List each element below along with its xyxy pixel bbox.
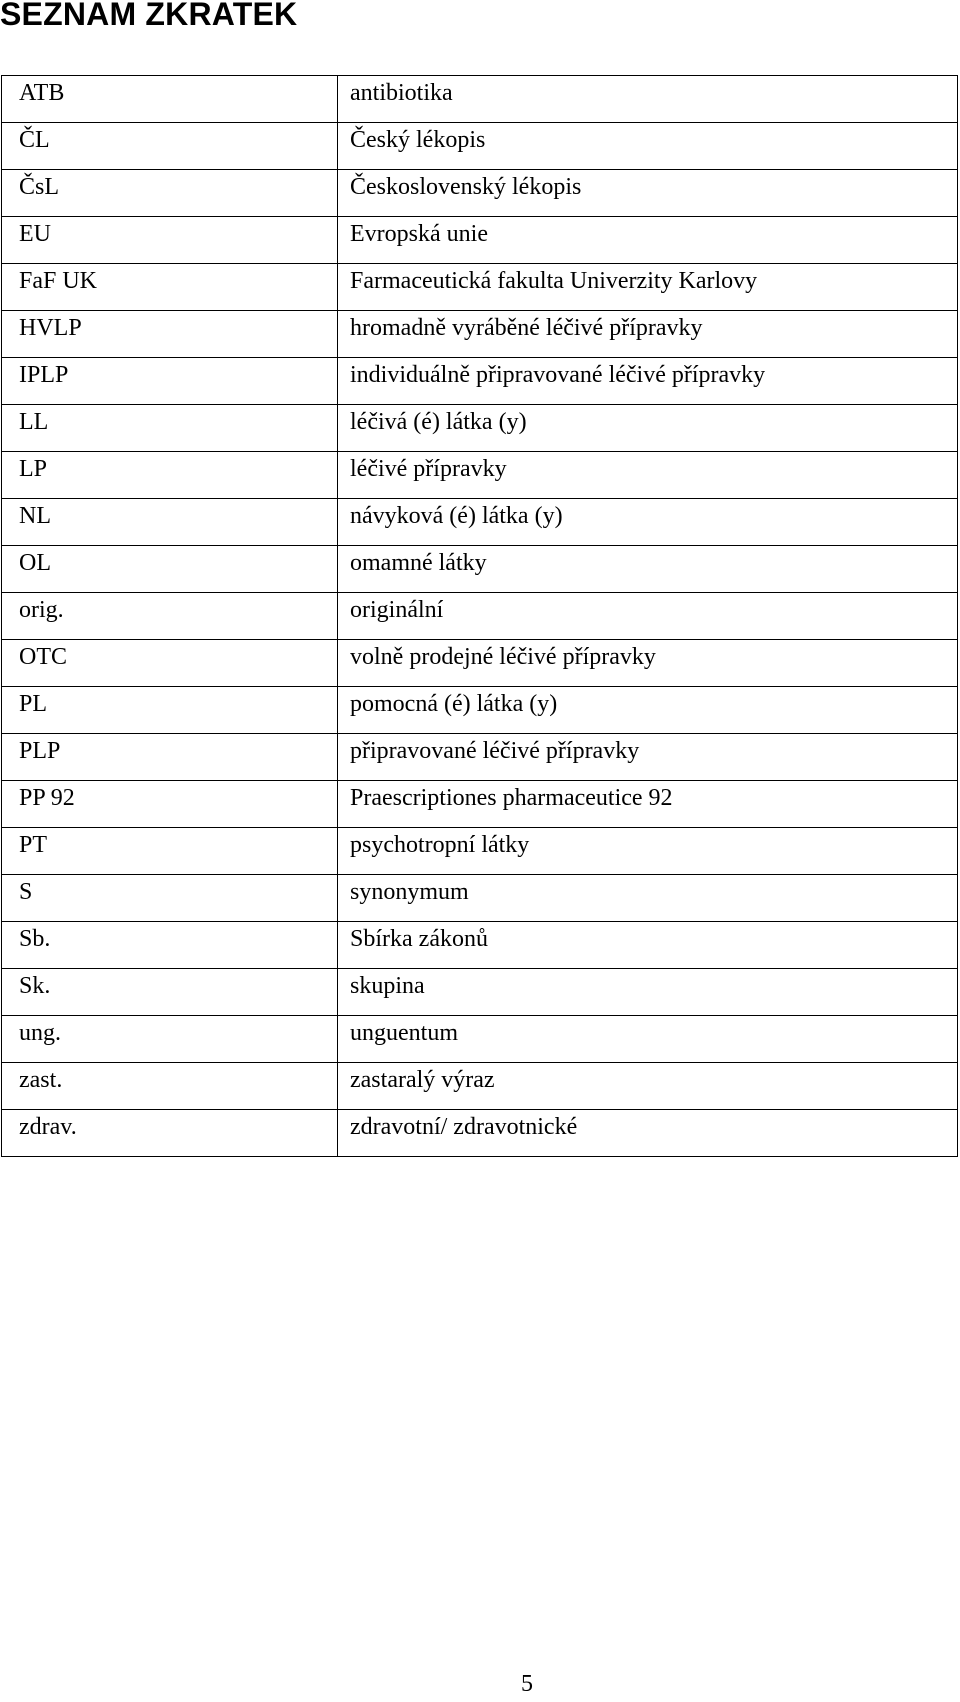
abbreviations-table xyxy=(1,75,958,1157)
abbreviation-cell: EU xyxy=(2,217,338,264)
table-row xyxy=(2,217,958,264)
table-row xyxy=(2,640,958,687)
page-title: SEZNAM ZKRATEK xyxy=(0,0,298,32)
meaning-cell: skupina xyxy=(338,969,958,1016)
abbreviation-cell: S xyxy=(2,875,338,922)
meaning-cell: pomocná (é) látka (y) xyxy=(338,687,958,734)
meaning-cell: léčivé přípravky xyxy=(338,452,958,499)
abbreviation-cell: LP xyxy=(2,452,338,499)
table-row xyxy=(2,687,958,734)
abbreviation-cell: ČsL xyxy=(2,170,338,217)
meaning-cell: psychotropní látky xyxy=(338,828,958,875)
table-row xyxy=(2,76,958,123)
meaning-cell: zdravotní/ zdravotnické xyxy=(338,1110,958,1157)
abbreviation-cell: PLP xyxy=(2,734,338,781)
abbreviation-cell: PT xyxy=(2,828,338,875)
meaning-cell: připravované léčivé přípravky xyxy=(338,734,958,781)
abbreviation-cell: Sb. xyxy=(2,922,338,969)
page-number: 5 xyxy=(521,1671,533,1697)
abbreviation-cell: NL xyxy=(2,499,338,546)
meaning-cell: Evropská unie xyxy=(338,217,958,264)
meaning-cell: individuálně připravované léčivé přípravky xyxy=(338,358,958,405)
table-row xyxy=(2,170,958,217)
table-row xyxy=(2,546,958,593)
abbreviation-cell: zast. xyxy=(2,1063,338,1110)
meaning-cell: zastaralý výraz xyxy=(338,1063,958,1110)
meaning-cell: Sbírka zákonů xyxy=(338,922,958,969)
table-row xyxy=(2,1063,958,1110)
abbreviation-cell: OL xyxy=(2,546,338,593)
meaning-cell: hromadně vyráběné léčivé přípravky xyxy=(338,311,958,358)
abbreviation-cell: ung. xyxy=(2,1016,338,1063)
table-row xyxy=(2,358,958,405)
table-row xyxy=(2,969,958,1016)
abbreviation-cell: orig. xyxy=(2,593,338,640)
meaning-cell: Československý lékopis xyxy=(338,170,958,217)
abbreviation-cell: ATB xyxy=(2,76,338,123)
meaning-cell: Farmaceutická fakulta Univerzity Karlovy xyxy=(338,264,958,311)
meaning-cell: omamné látky xyxy=(338,546,958,593)
table-row xyxy=(2,264,958,311)
table-row xyxy=(2,499,958,546)
meaning-cell: volně prodejné léčivé přípravky xyxy=(338,640,958,687)
abbreviation-cell: LL xyxy=(2,405,338,452)
meaning-cell: Český lékopis xyxy=(338,123,958,170)
table-row xyxy=(2,828,958,875)
table-row xyxy=(2,452,958,499)
abbreviation-cell: ČL xyxy=(2,123,338,170)
meaning-cell: originální xyxy=(338,593,958,640)
abbreviation-cell: IPLP xyxy=(2,358,338,405)
table-row xyxy=(2,781,958,828)
meaning-cell: návyková (é) látka (y) xyxy=(338,499,958,546)
abbreviation-cell: Sk. xyxy=(2,969,338,1016)
abbreviation-cell: OTC xyxy=(2,640,338,687)
table-row xyxy=(2,405,958,452)
table-row xyxy=(2,875,958,922)
meaning-cell: antibiotika xyxy=(338,76,958,123)
abbreviation-cell: PL xyxy=(2,687,338,734)
table-row xyxy=(2,123,958,170)
meaning-cell: unguentum xyxy=(338,1016,958,1063)
abbreviation-cell: PP 92 xyxy=(2,781,338,828)
abbreviation-cell: HVLP xyxy=(2,311,338,358)
abbreviations-table-body xyxy=(2,76,958,1157)
table-row xyxy=(2,1110,958,1157)
abbreviation-cell: zdrav. xyxy=(2,1110,338,1157)
meaning-cell: Praescriptiones pharmaceutice 92 xyxy=(338,781,958,828)
table-row xyxy=(2,593,958,640)
meaning-cell: synonymum xyxy=(338,875,958,922)
table-row xyxy=(2,311,958,358)
table-row xyxy=(2,734,958,781)
table-row xyxy=(2,1016,958,1063)
table-row xyxy=(2,922,958,969)
meaning-cell: léčivá (é) látka (y) xyxy=(338,405,958,452)
abbreviation-cell: FaF UK xyxy=(2,264,338,311)
